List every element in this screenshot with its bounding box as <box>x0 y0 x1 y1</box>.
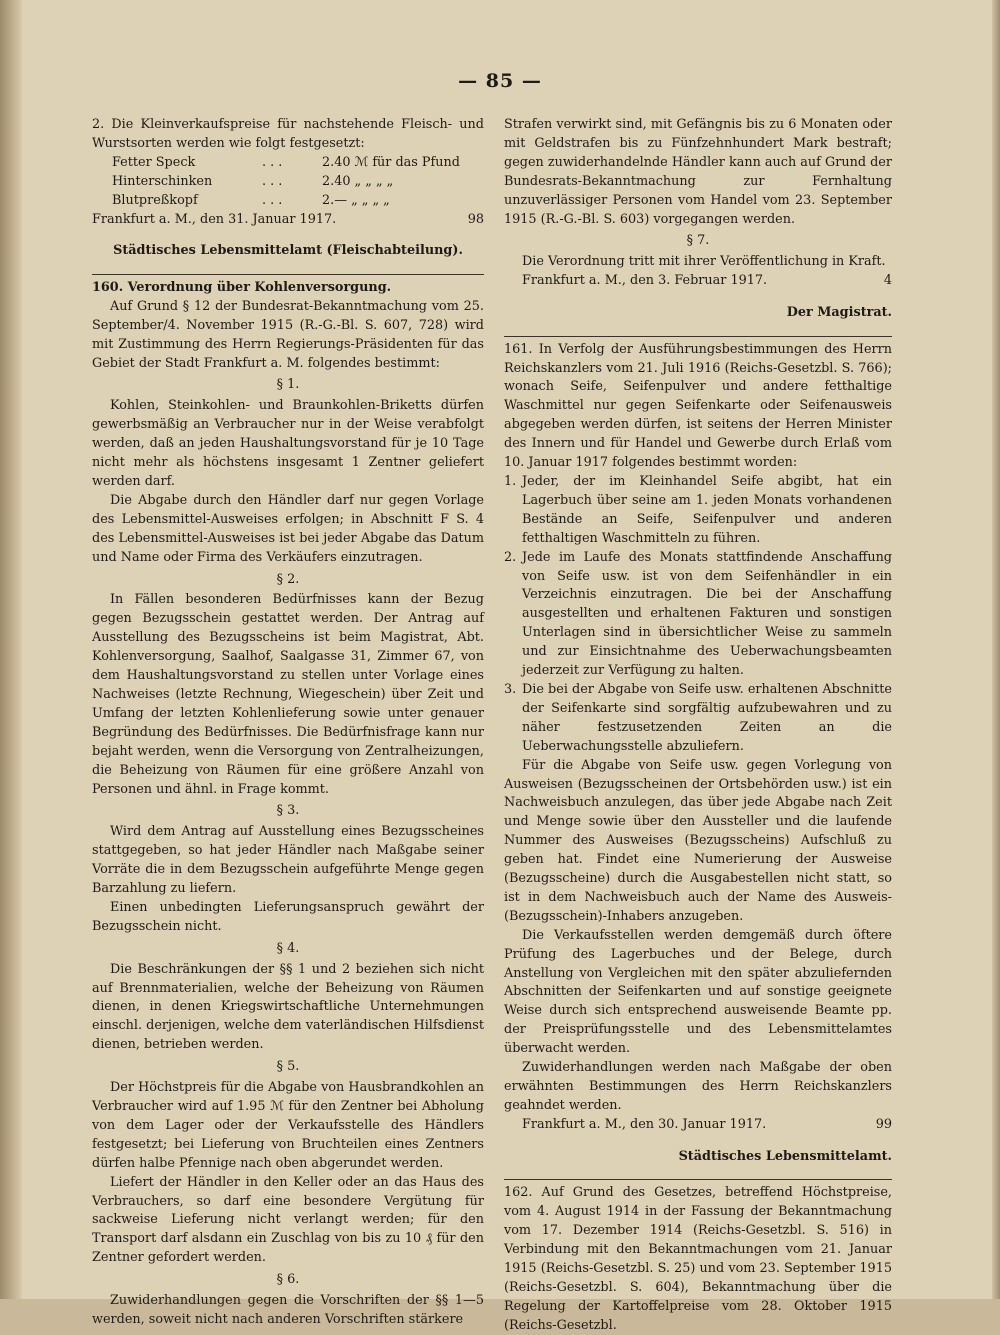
ordinance-preamble: 162. Auf Grund des Gesetzes, betreffend Höchstpreise, vom 4. August 1914 in der Fassung der Bekanntmachung vom 17. Dezember 1914 (Reichs-Gesetzbl. S. 516) in Verbindung mit den Bekanntmachungen vom 21. Januar 1915 (Reichs-Gesetzbl. S. 25) und vom 23. September 1915 (Reichs-Gesetzbl. S. 604), Bekanntmachung über die Regelung der Kartoffelpreise vom 28. Oktober 1915 (Reichs-Gesetzbl. <box>504 1185 892 1333</box>
paragraph: Für die Abgabe von Seife usw. gegen Vorlegung von Ausweisen (Bezugsscheinen der Ortsbehörden usw.) ist ein Nachweisbuch anzulegen, das über jede Abgabe nach Zeit und Menge sowie über den Aussteller und die laufende Nummer des Ausweises (Bezugsscheins) Aufschluß zu geben hat. Findet eine Numerierung der Ausweise (Bezugsscheine) durch die Ausgabestellen nicht statt, so ist in dem Nachweisbuch auch der Name des Ausweis-(Bezugsschein)-Inhabers anzugeben. <box>504 757 892 924</box>
list-item-number: 2. <box>504 549 517 565</box>
date-number: 98 <box>467 211 484 227</box>
list-item <box>504 681 892 757</box>
price-row <box>92 173 484 192</box>
list-item <box>504 473 892 549</box>
page-number: — 85 — <box>458 70 542 92</box>
price-item-name: Blutpreßkopf <box>112 192 198 208</box>
date-text: Frankfurt a. M., den 31. Januar 1917. <box>92 211 337 227</box>
price-dots: . . . <box>262 192 283 208</box>
signature: Städtisches Lebensmittelamt (Fleischabteilung). <box>113 243 463 259</box>
paragraph: In Fällen besonderen Bedürfnisses kann der Bezug gegen Bezugsschein gestattet werden. Der Antrag auf Ausstellung des Bezugsscheins ist beim Magistrat, Abt. Kohlenversorgung, Saalhof, Saalgasse 31, Zimmer 67, von dem Haushaltungsvorstand zu stellen unter Vorlage eines Nachweises (letzte Rechnung, Wiegeschein) über Zeit und Umfang der letzten Kohlenlieferung sowie unter genauer Begründung des Bedürfnisses. Die Bedürfnisfrage kann nur bejaht werden, wenn die Versorgung von Zentralheizungen, die Beheizung von Räumen für eine größere Anzahl von Personen und ähnl. in Frage kommt. <box>92 592 484 797</box>
section-heading: § 2. <box>276 571 300 587</box>
paragraph: Der Höchstpreis für die Abgabe von Hausbrandkohlen an Verbraucher wird auf 1.95 ℳ für den Zentner bei Abholung von dem Lager oder der Verkaufsstelle des Händlers festgesetzt; bei Lieferung von Bruchteilen eines Zentners dürfen halbe Pfennige nach oben abgerundet werden. <box>92 1080 484 1171</box>
price-value: 2.40 „ „ „ „ <box>322 173 394 189</box>
price-dots: . . . <box>262 173 283 189</box>
section-heading: § 6. <box>276 1272 300 1288</box>
section-heading: § 3. <box>276 803 300 819</box>
price-value: 2.40 ℳ für das Pfund <box>322 154 460 170</box>
signature: Der Magistrat. <box>786 304 892 320</box>
section-heading: § 7. <box>686 233 710 249</box>
date-line <box>504 272 892 291</box>
price-row <box>92 154 484 173</box>
ordinance-preamble: Auf Grund § 12 der Bundesrat-Bekanntmachung vom 25. September/4. November 1915 (R.-G.-Bl. S. 607, 728) wird mit Zustimmung des Herrn Regierungs-Präsidenten für das Gebiet der Stadt Frankfurt a. M. folgendes bestimmt: <box>92 298 484 371</box>
paragraph: Zuwiderhandlungen gegen die Vorschriften der §§ 1—5 werden, soweit nicht nach anderen Vorschriften stärkere <box>92 1293 484 1327</box>
paragraph: Liefert der Händler in den Keller oder an das Haus des Verbrauchers, so darf eine besondere Vergütung für sackweise Lieferung nicht verlangt werden; für den Transport darf alsdann ein Zuschlag von bis zu 10 ₰ für den Zentner gefordert werden. <box>92 1174 484 1266</box>
price-dots: . . . <box>262 154 283 170</box>
divider <box>504 336 892 337</box>
paragraph: Zuwiderhandlungen werden nach Maßgabe der oben erwähnten Bestimmungen des Herrn Reichskanzlers geahndet werden. <box>504 1060 892 1113</box>
section-heading: § 1. <box>276 377 300 393</box>
list-item-text: Jede im Laufe des Monats stattfindende Anschaffung von Seife usw. ist von dem Seifenhändler in ein Verzeichnis einzutragen. Die bei der Anschaffung ausgestellten und erhaltenen Fakturen und sonstigen Unterlagen sind in übersichtlicher Weise zu sammeln und zur Einsichtnahme des Ueberwachungsbeamten jederzeit zur Verfügung zu halten. <box>522 549 892 679</box>
page-edge <box>992 0 1000 1299</box>
divider <box>92 274 484 275</box>
date-line <box>504 1116 892 1135</box>
signature: Städtisches Lebensmittelamt. <box>678 1148 892 1164</box>
paragraph: Die Verkaufsstellen werden demgemäß durch öftere Prüfung des Lagerbuches und der Belege, durch Anstellung von Vergleichen mit den später abzuliefernden Abschnitten der Seifenkarten und auf sonstige geeignete Weise durch sich entsprechend ausweisende Beamte pp. der Preisprüfungsstelle und des Lebensmittelamtes überwacht werden. <box>504 927 892 1057</box>
date-line <box>92 211 484 230</box>
list-item-number: 3. <box>504 681 517 697</box>
date-number: 99 <box>875 1116 892 1132</box>
paragraph: Einen unbedingten Lieferungsanspruch gewährt der Bezugsschein nicht. <box>92 899 484 934</box>
paragraph: Die Verordnung tritt mit ihrer Veröffentlichung in Kraft. <box>522 254 886 270</box>
list-item <box>504 549 892 681</box>
list-item-number: 1. <box>504 474 517 489</box>
list-item-text: Die bei der Abgabe von Seife usw. erhaltenen Abschnitte der Seifenkarte sind sorgfältig aufzubewahren und zu näher festzusetzenden Zeiten an die Ueberwachungsstelle abzuliefern. <box>522 681 892 754</box>
date-text: Frankfurt a. M., den 3. Februar 1917. <box>522 273 768 289</box>
price-item-name: Hinterschinken <box>112 173 213 189</box>
left-column <box>92 116 484 1330</box>
paragraph: Kohlen, Steinkohlen- und Braunkohlen-Briketts dürfen gewerbsmäßig an Verbraucher nur in der Weise verabfolgt werden, daß an jeden Haushaltungsvorstand für je 10 Tage nicht mehr als höchstens insgesamt 1 Zentner geliefert werden darf. <box>92 398 484 489</box>
list-item-text: Jeder, der im Kleinhandel Seife abgibt, hat ein Lagerbuch über seine am 1. jeden Monats vorhandenen Bestände an Seife, Seifenpulver und anderen fetthaltigen Waschmitteln zu führen. <box>522 474 892 546</box>
section-heading: § 5. <box>276 1059 300 1075</box>
price-item-name: Fetter Speck <box>112 154 196 170</box>
divider <box>504 1179 892 1180</box>
paragraph: Wird dem Antrag auf Ausstellung eines Bezugsscheines stattgegeben, so hat jeder Händler nach Maßgabe seiner Vorräte die in dem Bezugsschein aufgeführte Menge gegen Barzahlung zu liefern. <box>92 824 484 897</box>
binding-edge <box>0 0 22 1299</box>
price-value: 2.— „ „ „ „ <box>322 192 390 208</box>
paragraph: Die Abgabe durch den Händler darf nur gegen Vorlage des Lebensmittel-Ausweises erfolgen; in Abschnitt F S. 4 des Lebensmittel-Ausweises ist bei jeder Abgabe das Datum und Name oder Firma des Verkäufers einzutragen. <box>92 492 484 565</box>
paragraph: Die Beschränkungen der §§ 1 und 2 beziehen sich nicht auf Brennmaterialien, welche der Beheizung von Räumen dienen, in denen Kriegswirtschaftliche Unternehmungen einschl. derjenigen, welche dem vaterländischen Hilfsdienst dienen, betrieben werden. <box>92 961 484 1053</box>
date-text: Frankfurt a. M., den 30. Januar 1917. <box>522 1116 767 1132</box>
paragraph: Strafen verwirkt sind, mit Gefängnis bis zu 6 Monaten oder mit Geldstrafen bis zu Fünfzehnhundert Mark bestraft; gegen zuwiderhandelnde Händler kann auch auf Grund der Bundesrats-Bekanntmachung zur Fernhaltung unzuverlässiger Personen vom Handel vom 23. September 1915 (R.-G.-Bl. S. 603) vorgegangen werden. <box>504 117 892 227</box>
right-column <box>504 116 892 1335</box>
ordinance-title: 160. Verordnung über Kohlenversorgung. <box>92 279 392 295</box>
section-heading: § 4. <box>276 940 300 956</box>
price-intro: 2. Die Kleinverkaufspreise für nachstehende Fleisch- und Wurstsorten werden wie folgt festgesetzt: <box>92 117 484 151</box>
ordinance-preamble: 161. In Verfolg der Ausführungsbestimmungen des Herrn Reichskanzlers vom 21. Juli 1916 (Reichs-Gesetzbl. S. 766); wonach Seife, Seifenpulver und andere fetthaltige Waschmittel nur gegen Seifenkarte oder Seifenausweis abgegeben werden dürfen, ist seitens der Herren Minister des Innern und für Handel und Gewerbe durch Erlaß vom 10. Januar 1917 folgendes bestimmt worden: <box>504 341 892 471</box>
price-row <box>92 192 484 211</box>
date-number: 4 <box>883 273 892 289</box>
